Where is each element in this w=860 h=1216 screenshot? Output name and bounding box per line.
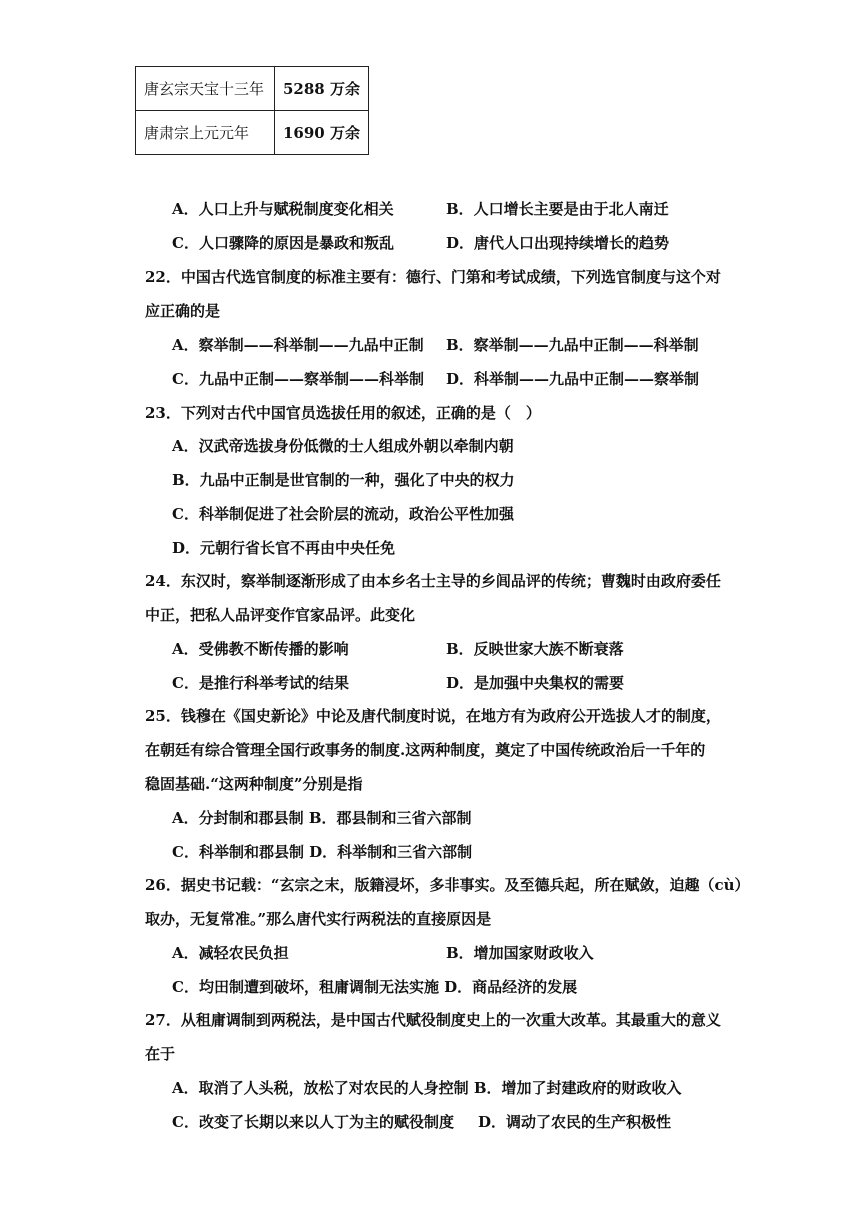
q22-option-d: D．科举制——九品中正制——察举制 <box>446 370 700 388</box>
q24-option-a: A．受佛教不断传播的影响 <box>172 640 349 658</box>
q25-options-cd: C．科举制和郡县制 D．科举制和三省六部制 <box>172 843 473 861</box>
table-row <box>136 111 369 155</box>
table-cell-value: 1690 万余 <box>275 111 369 155</box>
q25-stem-line2: 在朝廷有综合管理全国行政事务的制度.这两种制度，奠定了中国传统政治后一千年的 <box>145 741 706 759</box>
q21-option-a: A．人口上升与赋税制度变化相关 <box>172 200 394 218</box>
q24-stem-line1: 24．东汉时，察举制逐渐形成了由本乡名士主导的乡闾品评的传统；曹魏时由政府委任 <box>145 572 721 590</box>
q21-option-d: D．唐代人口出现持续增长的趋势 <box>446 234 670 252</box>
q25-stem-line3: 稳固基础.“这两种制度”分别是指 <box>145 775 363 793</box>
q23-option-d: D．元朝行省长官不再由中央任免 <box>172 539 396 557</box>
q27-stem-line1: 27．从租庸调制到两税法，是中国古代赋役制度史上的一次重大改革。其最重大的意义 <box>145 1011 721 1029</box>
population-table <box>135 66 369 155</box>
q26-option-a: A．减轻农民负担 <box>172 944 289 962</box>
q26-stem-line1: 26．据史书记载：“玄宗之末，版籍浸坏，多非事实。及至德兵起，所在赋敛，迫趣（cù） <box>145 876 750 894</box>
q24-option-c: C．是推行科举考试的结果 <box>172 674 349 692</box>
q22-option-b: B．察举制——九品中正制——科举制 <box>446 336 699 354</box>
q26-stem-line2: 取办，无复常准。”那么唐代实行两税法的直接原因是 <box>145 910 492 928</box>
q25-stem-line1: 25．钱穆在《国史新论》中论及唐代制度时说，在地方有为政府公开选拔人才的制度， <box>145 707 721 725</box>
q23-option-c: C．科举制促进了社会阶层的流动，政治公平性加强 <box>172 505 514 523</box>
q22-option-c: C．九品中正制——察举制——科举制 <box>172 370 424 388</box>
table-cell-era: 唐玄宗天宝十三年 <box>136 67 275 111</box>
q23-option-b: B．九品中正制是世官制的一种，强化了中央的权力 <box>172 471 515 489</box>
q25-options-ab: A．分封制和郡县制 B．郡县制和三省六部制 <box>172 809 472 827</box>
q24-option-d: D．是加强中央集权的需要 <box>446 674 625 692</box>
q27-stem-line2: 在于 <box>145 1045 176 1063</box>
q21-option-c: C．人口骤降的原因是暴政和叛乱 <box>172 234 394 252</box>
q21-option-b: B．人口增长主要是由于北人南迁 <box>446 200 669 218</box>
q22-option-a: A．察举制——科举制——九品中正制 <box>172 336 424 354</box>
q24-stem-line2: 中正，把私人品评变作官家品评。此变化 <box>145 606 416 624</box>
q24-option-b: B．反映世家大族不断衰落 <box>446 640 624 658</box>
table-row <box>136 67 369 111</box>
q22-stem-line1: 22．中国古代选官制度的标准主要有：德行、门第和考试成绩，下列选官制度与这个对 <box>145 268 721 286</box>
q27-option-c: C．改变了长期以来以人丁为主的赋役制度 <box>172 1113 454 1131</box>
q27-option-d: D．调动了农民的生产积极性 <box>478 1113 672 1131</box>
q27-options-ab: A．取消了人头税，放松了对农民的人身控制 B．增加了封建政府的财政收入 <box>172 1079 682 1097</box>
q22-stem-line2: 应正确的是 <box>145 302 221 320</box>
q23-option-a: A．汉武帝选拔身份低微的士人组成外朝以牵制内朝 <box>172 437 514 455</box>
q23-stem-line1: 23．下列对古代中国官员选拔任用的叙述，正确的是（ ） <box>145 404 541 422</box>
table-cell-value: 5288 万余 <box>275 67 369 111</box>
q26-option-b: B．增加国家财政收入 <box>446 944 594 962</box>
q26-options-cd: C．均田制遭到破坏，租庸调制无法实施 D．商品经济的发展 <box>172 978 578 996</box>
table-cell-era: 唐肃宗上元元年 <box>136 111 275 155</box>
